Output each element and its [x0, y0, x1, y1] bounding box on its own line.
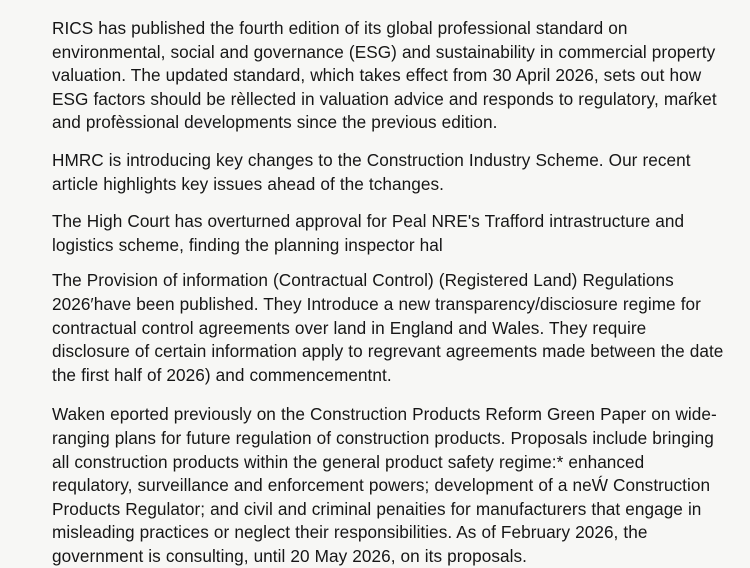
paragraph-hmrc-cis-changes: HMRC is introducing key changes to the Construction Industry Scheme. Our recent article highlights key issues ahead of the tchanges.	[52, 149, 691, 194]
paragraph-construction-products-reform: Waken eported previously on the Construction Products Reform Green Paper on wide-ranging plans for future regulation of construction products. Proposals include bringing all construction products within the general product safety regime:* enhanced requlatory, surveillance and enforcement powers; development of a neẂ Construction Products Regulator; and civil and criminal penaities for manufacturers that engage in misleading practices or neglect their responsibilities. As of February 2026, the government is consulting, until 20 May 2026, on its proposals.	[52, 404, 717, 566]
paragraph-rics-esg-standard: RICS has published the fourth edition of its global professional standard on environmental, social and governance (ESG) and sustainability in commercial property valuation. The updated standard, which takes effect from 30 April 2026, sets out how ESG factors should be rèllected in valuation advice and responds to regulatory, maŕket and profèssional developments since the previous edition.	[52, 18, 717, 133]
paragraph-high-court-trafford: The High Court has overturned approval for Peal NRE's Trafford intrastructure and logistics scheme, finding the planning inspector hal	[52, 211, 685, 255]
paragraph-registered-land-regulations: The Provision of information (Contractual Control) (Registered Land) Regulations 2026′have been published. They Introduce a new transparency/disciosure regime for contractual control agreements over land in England and Wales. They require disclosure of certain information apply to regrevant agreements made between the date the first half of 2026) and commencementnt.	[52, 270, 724, 385]
